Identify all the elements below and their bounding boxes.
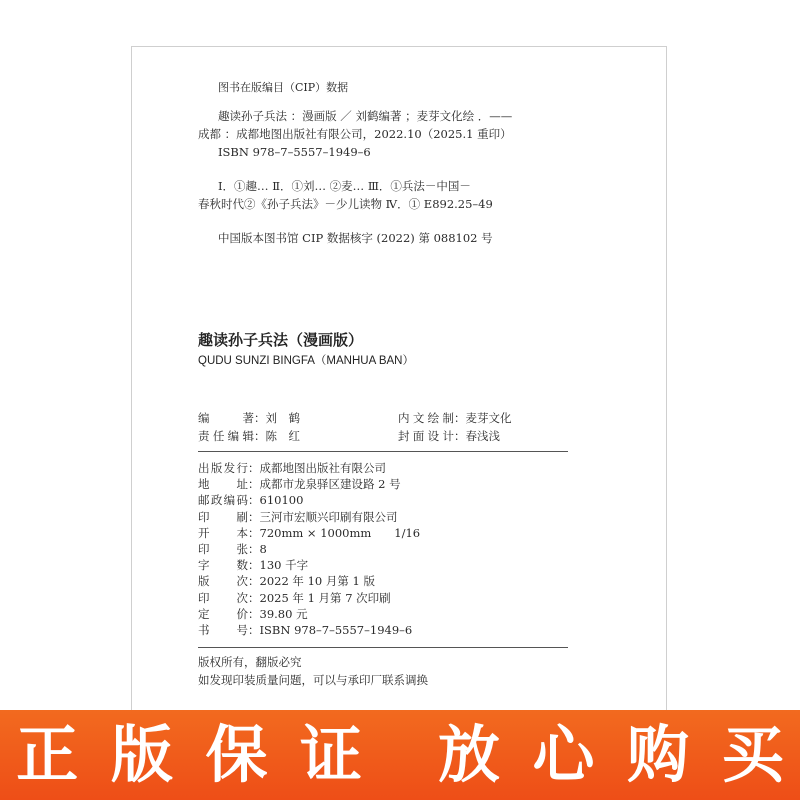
credit-label: 内文绘制: [398, 411, 454, 425]
info-label: 地 址: [198, 477, 248, 492]
credit-label: 封面设计: [398, 429, 454, 443]
info-value: ：成都市龙泉驿区建设路 2 号: [248, 477, 401, 492]
info-label: 定 价: [198, 606, 248, 621]
cip-isbn: ISBN 978–7–5557–1949–6: [218, 145, 371, 159]
info-row-edition: [198, 573, 568, 589]
info-value: ：39.80 元: [248, 606, 308, 621]
info-row-printer: [198, 509, 568, 525]
credit-label: 编 著: [198, 411, 254, 425]
credit-value: ：麦芽文化: [454, 411, 512, 425]
info-label: 开 本: [198, 525, 248, 540]
banner-char: 版: [110, 718, 173, 791]
info-row-format: [198, 525, 568, 541]
credit-value: ：春浅浅: [454, 429, 500, 443]
info-label: 印 次: [198, 590, 248, 605]
credit-label: 责任编辑: [198, 429, 254, 443]
info-row-isbn: [198, 622, 568, 638]
info-label: 版 次: [198, 574, 248, 589]
quality-notice: 如发现印装质量问题，可以与承印厂联系调换: [198, 673, 428, 687]
info-label: 出版发行: [198, 461, 248, 475]
info-row-printing: [198, 590, 568, 606]
info-row-publisher: [198, 460, 568, 476]
info-label: 印 张: [198, 541, 248, 556]
promo-banner-text: [0, 710, 800, 800]
info-value: ：成都地图出版社有限公司: [248, 461, 386, 475]
banner-char: 保: [205, 718, 268, 791]
info-row-word-count: [198, 557, 568, 573]
info-value: ：2022 年 10 月第 1 版: [248, 574, 375, 589]
info-value: ：720mm × 1000mm 1/16: [248, 525, 421, 540]
info-value: ：2025 年 1 月第 7 次印刷: [248, 590, 391, 605]
banner-char: 买: [721, 718, 784, 791]
credit-value: ：陈 红: [254, 429, 300, 443]
banner-char: 放: [437, 718, 500, 791]
info-value: ：三河市宏顺兴印刷有限公司: [248, 509, 398, 524]
banner-char: 证: [300, 718, 363, 791]
info-label: 书 号: [198, 622, 248, 637]
copyright-notice: 版权所有，翻版必究: [198, 655, 302, 669]
divider: [198, 647, 568, 648]
credit-illustrator: [398, 411, 512, 425]
info-label: 字 数: [198, 558, 248, 573]
banner-char: 正: [16, 718, 79, 791]
info-label: 印 刷: [198, 509, 248, 524]
info-value: ：8: [248, 541, 267, 556]
cip-line: 趣读孙子兵法 ：漫画版 ／ 刘鹤编著 ；麦芽文化绘 ．——: [218, 109, 513, 123]
cip-line: 春秋时代②《孙子兵法》－少儿读物 Ⅳ．① E892.25–49: [198, 197, 493, 211]
credit-cover-designer: [398, 429, 500, 443]
credits-block: [198, 411, 568, 445]
cip-line: 成都 ：成都地图出版社有限公司，2022.10（2025.1 重印）: [198, 127, 512, 141]
promo-banner: [0, 710, 800, 800]
info-row-sheets: [198, 541, 568, 557]
banner-char: 购: [627, 718, 690, 791]
credit-editor: [198, 429, 300, 443]
info-value: ：610100: [248, 493, 304, 508]
info-value: ：130 千字: [248, 558, 309, 573]
info-row-address: [198, 476, 568, 492]
divider: [198, 451, 568, 452]
credit-author: [198, 411, 300, 425]
info-row-price: [198, 606, 568, 622]
info-value: ：ISBN 978–7–5557–1949–6: [248, 622, 413, 637]
book-title-pinyin: QUDU SUNZI BINGFA（MANHUA BAN）: [198, 355, 414, 367]
cip-record-number: 中国版本图书馆 CIP 数据核字 (2022) 第 088102 号: [218, 231, 493, 245]
publication-info: [198, 460, 568, 638]
cip-heading: 图书在版编目（CIP）数据: [218, 81, 349, 94]
info-row-postcode: [198, 492, 568, 508]
info-label: 邮政编码: [198, 493, 248, 508]
cip-line: Ⅰ．①趣… Ⅱ．①刘… ②麦… Ⅲ．①兵法－中国－: [218, 179, 471, 193]
banner-char: 心: [532, 718, 595, 791]
copyright-page: [131, 46, 667, 800]
credit-value: ：刘 鹤: [254, 411, 300, 425]
book-title: 趣读孙子兵法（漫画版）: [198, 331, 364, 349]
